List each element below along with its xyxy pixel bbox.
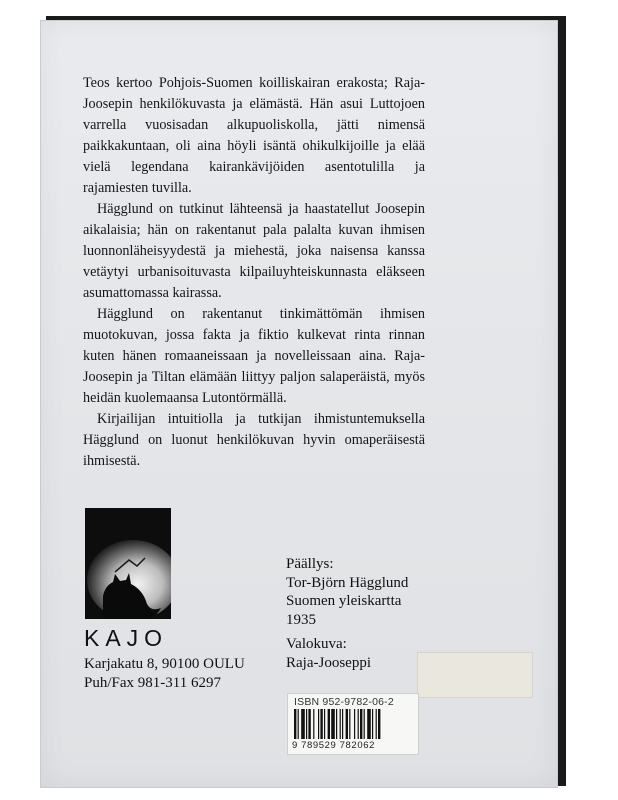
blurb-text bbox=[83, 73, 425, 472]
photo-credit: Raja-Jooseppi bbox=[286, 654, 371, 671]
barcode-number: 9 789529 782062 bbox=[292, 740, 375, 751]
publisher-address bbox=[84, 655, 245, 693]
phone-line: Puh/Fax 981-311 6297 bbox=[84, 675, 221, 691]
cover-year: 1935 bbox=[286, 611, 316, 628]
blurb-paragraph-3: Hägglund on rakentanut tinkimättömän ihmisen muotokuvan, jossa fakta ja fiktio kulkevat rinta rinnan kuten hänen romaaneissaan ja novelleissaan aina. Raja-Joosepin ja Tiltan elämään liittyy paljon salaperäistä, myös heidän kuolemaansa Lutontörmällä. bbox=[83, 306, 425, 406]
isbn-number: ISBN 952-9782-06-2 bbox=[294, 696, 394, 708]
barcode-icon bbox=[294, 709, 412, 739]
publisher-logo-text: KAJO bbox=[84, 625, 169, 651]
isbn-sticker bbox=[287, 693, 419, 755]
publisher-logo-image bbox=[85, 508, 171, 619]
cat-silhouette-icon bbox=[85, 508, 171, 619]
price-sticker-residue bbox=[417, 652, 533, 698]
photo-label: Valokuva: bbox=[286, 636, 347, 652]
cover-label: Päällys: bbox=[286, 556, 334, 572]
cover-artist: Tor-Björn Hägglund bbox=[286, 574, 409, 591]
blurb-paragraph-4: Kirjailijan intuitiolla ja tutkijan ihmistuntemuksella Hägglund on luonut henkilökuvan hyvin omaperäisestä ihmisestä. bbox=[83, 411, 425, 469]
cover-map: Suomen yleiskartta bbox=[286, 593, 402, 609]
cover-credits bbox=[286, 555, 408, 672]
address-line: Karjakatu 8, 90100 OULU bbox=[84, 656, 245, 672]
blurb-paragraph-1: Teos kertoo Pohjois-Suomen koilliskairan erakosta; Raja-Joosepin henkilökuvasta ja elämästä. Hän asui Luttojoen varrella vuosisadan alkupuoliskolla, jätti nimensä paikkakuntaan, oli aina höyli isäntä ohikulkijoille ja elää vielä legendana kairankävijöiden asentotulilla ja rajamiesten tuvilla. bbox=[83, 75, 425, 196]
blurb-paragraph-2: Hägglund on tutkinut lähteensä ja haastatellut Joosepin aikalaisia; hän on rakentanut pala palalta kuvan ihmisen luonnonläheisyydestä ja miehestä, joka naisensa kanssa vetäytyi urbanisoituvasta kilpailuyhteiskunnasta eläkseen asumattomassa kairassa. bbox=[83, 201, 425, 301]
